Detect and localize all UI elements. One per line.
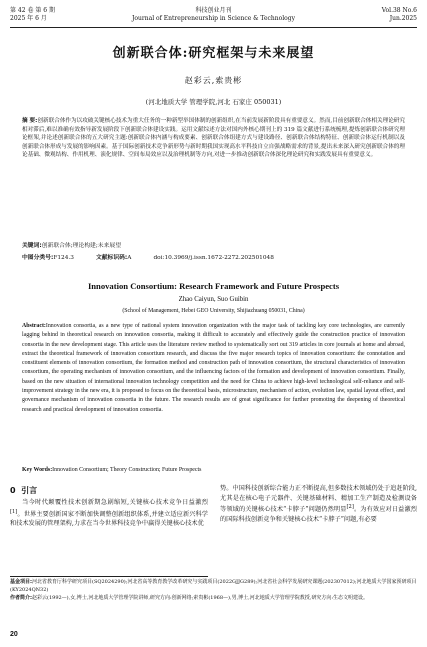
keywords-en [22,466,405,474]
abstract-cn [22,117,405,160]
affiliation-en: (School of Management, Hebei GEO University, Shijiazhuang 050031, China) [122,308,305,314]
journal-name-cn: 科技创业月刊 [195,7,232,14]
body-column-right [220,484,417,525]
doc-code-value: A [127,255,132,261]
abstract-en-label: Abstract: [22,323,46,329]
keywords-cn [22,242,405,250]
keywords-cn-text: 创新联合体;理论构建;未来展望 [41,243,121,249]
header-center [10,7,417,23]
doc-code-label: 文献标识码: [95,255,128,261]
clc-label: 中图分类号: [22,255,54,261]
intro-paragraph-left: 当今时代颠覆性技术创新期急剧缩短,关键核心技术竞争日益激烈[1]。世界主要创新国家不断加快调整创新组织体系,并建立适应新兴科学和技术发展的管理架构,力求在当今世界科技竞争中赢得关键核心技术优 [10,499,208,528]
abstract-en [22,322,405,415]
volume-en: Vol.38 No.6 [381,7,417,14]
fund-text: 河北省教育厅科学研究项目(SQ2024290);河北省高等教育教学改革研究与实践项目(2022GJJG289);河北省社会科学发展研究课题(202307012);河北地质大学国家预研项目(KY2024QN32) [10,579,417,593]
abstract-cn-text: 创新联合体作为以攻破关键核心技术为重大任务的一种新型举国体制的创新组织,在当前发展新阶段具有重要意义。然而,目前创新联合体相关理论研究相对滞后,难以准确有效指导新发展阶段下创新联合体建设实践。运用文献综述方法对国内外核心期刊上的 319 篇文献进行系统梳理,提炼创新联合体研究理论框架,并论述创新联合体的五大研究主题:创新联合体内涵与构成要素、创新联合体组建方式与建设路径、创新联合体结构特征、创新联合体运行机制以及创新联合体形成与发展的影响因素。基于国际创新技术竞争新形势与新时期我国实现高水平科技自立自强战略需求的背景,提出未来深入研究创新联合体的理论基础、微观结构、作用机理、演化规律、空间布局效应以及治理机制等方向,对进一步推动创新联合体深化理论研究和实践发展具有重要意义。 [22,118,406,159]
abstract-en-text: Innovation consortia, as a new type of national system innovation organization with the major task of tackling key core technologies, are currently lagging behind in theoretical research on innovation consortia, making it difficult to accurately and effectively guide the construction practice of innovation consortia in the new development stage. This article uses the literature review method to systematically sort out 319 articles in core journals at home and abroad, extract the theoretical framework of innovation consortium research, and discuss the five major research topics of innovation consortium: the connotation and constituent elements of innovation consortium, the formation method and construction path of innovation consortium, the structural characteristics of innovation consortium, the operating mechanism of innovation consortium, and the influencing factors of the formation and development of innovation consortium. Finally, based on the new situation of international innovation technology competition and the need for China to achieve high-level technological self-reliance and self-improvement strategy in the new era, it is proposed to focus on the theoretical basis, microstructure, mechanism of action, evolution law, spatial layout effect, and governance mechanism of innovation consortia in the future. The research results are of great significance for further promoting the deepening of theoretical research and practical development of innovation consortia. [22,323,405,413]
section-heading [10,484,208,498]
header-rule [10,27,417,28]
abstract-cn-label: 摘 要: [22,118,38,124]
date-cn: 2025 年 6 月 [10,15,47,22]
volume-cn: 第 42 卷 第 6 期 [10,7,55,14]
paper-title-en: Innovation Consortium: Research Framework and Future Prospects [87,281,340,291]
clc-value: F124.3 [53,255,74,261]
header-right [382,7,417,23]
running-header [10,5,417,27]
body-column-left [10,484,208,529]
keywords-en-label: Key Words: [22,467,53,473]
date-en: Jun.2025 [389,15,417,22]
author-note [10,595,417,603]
intro-paragraph-right: 势。中国科技创新综合能力正不断提高,但多数技术领域仍处于追赶阶段,尤其是在核心电子元器件、关键基础材料、精加工生产制造及检测设备等领域的关键核心技术“卡脖子”问题仍然明显[2]。为有效应对日益激烈的国际科技创新竞争和关键核心技术“卡脖子”问题,有必要 [220,485,417,524]
affiliation-cn: (河北地质大学 管理学院,河北 石家庄 050031) [145,98,282,106]
journal-name-en: Journal of Entrepreneurship in Science & Technology [132,15,295,22]
authors-cn: 赵彩云,索贵彬 [184,76,243,85]
section-number: 0 [10,486,16,495]
fund-label: 基金项目: [10,579,32,585]
footnotes [10,579,417,602]
paper-title-cn: 创新联合体:研究框架与未来展望 [112,46,315,61]
author-bio-label: 作者简介: [10,594,32,601]
doi: doi:10.3969/j.issn.1672-2272.202501048 [153,255,274,261]
page-number: 20 [10,631,18,638]
classification-row [22,254,405,262]
fund-note [10,579,417,595]
keywords-en-text: Innovation Consortium; Theory Construction; Future Prospects [52,467,202,473]
authors-en: Zhao Caiyun, Suo Guibin [178,296,249,303]
footnote-rule [10,576,208,577]
author-bio-text: 赵彩云(1992—),女,博士,河北地质大学管理学院讲师,研究方向:创新网络;索贵彬(1968—),男,博士,河北地质大学管理学院教授,研究方向:生态文明建设。 [32,594,369,601]
section-title: 引言 [21,486,38,495]
keywords-cn-label: 关键词: [22,243,42,249]
